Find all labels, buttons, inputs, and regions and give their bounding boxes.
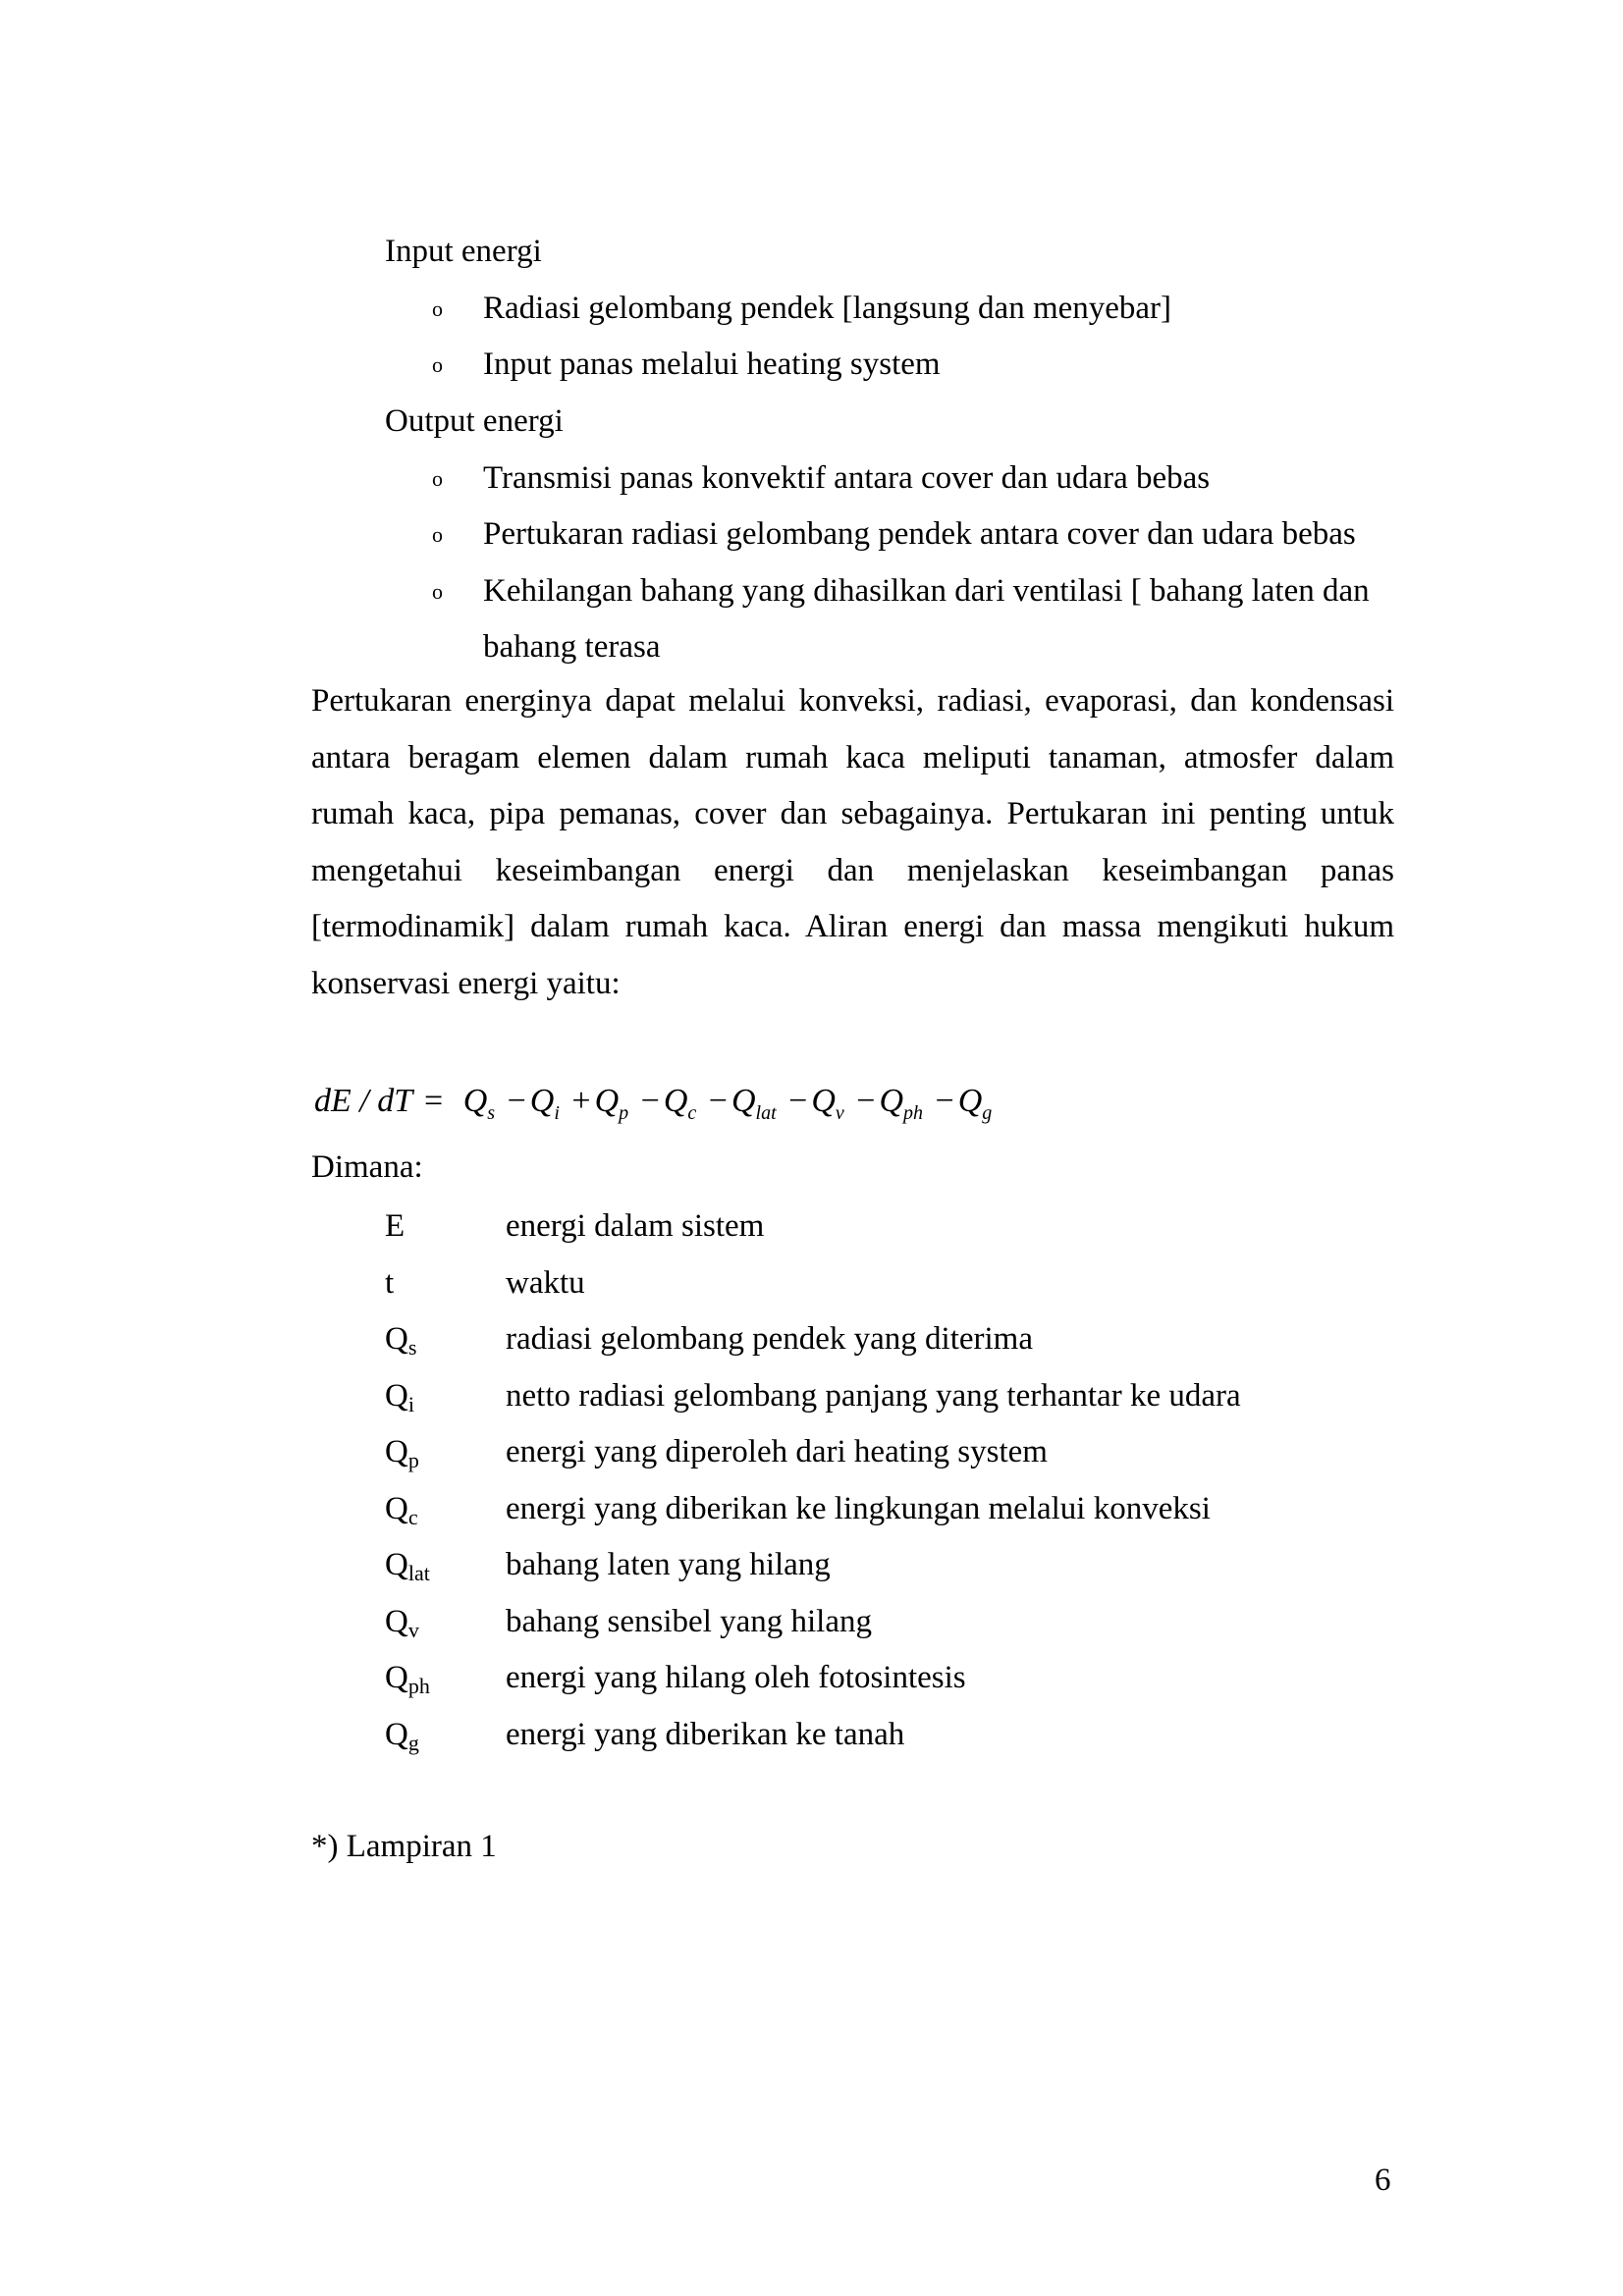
definition-description: energi yang diperoleh dari heating system [506,1434,1048,1469]
definition-symbol: $Q_v$ [385,1603,419,1642]
definition-symbol: $Q_p$ [385,1434,419,1472]
list-item-text: Input panas melalui heating system [483,347,941,382]
paragraph-line: mengetahui keseimbangan energi dan menjelaskan keseimbangan panas [311,852,1394,888]
definition-symbol: E [385,1208,406,1244]
definitions-label: Dimana: [311,1149,423,1185]
equation-term: − $Q_i$ [507,1083,560,1124]
paragraph-line: konservasi energi yaitu: [311,965,621,1001]
definition-row [385,1481,1367,1538]
energy-balance-equation [314,1073,992,1142]
definition-symbol: $Q_s$ [385,1321,417,1360]
hollow-circle-bullet-icon: o [432,352,443,377]
equation-term: − $Q_{ph}$ [856,1083,924,1124]
equation-term: − $Q_c$ [640,1083,697,1124]
list-item-text: Radiasi gelombang pendek [langsung dan menyebar] [483,291,1172,326]
hollow-circle-bullet-icon: o [432,579,443,604]
definition-description: bahang laten yang hilang [506,1547,831,1582]
definition-description: energi dalam sistem [506,1208,765,1244]
definition-symbol: $Q_{lat}$ [385,1547,430,1585]
equation-term: + $Q_p$ [571,1083,629,1124]
definition-symbol: $Q_g$ [385,1716,419,1755]
input-energy-heading: Input energi [385,234,542,269]
definition-row [385,1424,1367,1481]
definition-row [385,1255,1367,1312]
page-number: 6 [1375,2163,1391,2198]
equation-term: $Q_s$ [462,1083,496,1124]
definition-symbol: $Q_{ph}$ [385,1660,430,1698]
definition-description: netto radiasi gelombang panjang yang terhantar ke udara [506,1377,1241,1414]
list-item-text: Kehilangan bahang yang dihasilkan dari ventilasi [ bahang laten dan [483,573,1370,609]
equation-lhs: dE / dT [314,1083,412,1119]
hollow-circle-bullet-icon: o [432,522,443,547]
paragraph-line: rumah kaca, pipa pemanas, cover dan sebagainya. Pertukaran ini penting untuk [311,796,1394,831]
equation-term: − $Q_{lat}$ [708,1083,777,1124]
paragraph-line: Pertukaran energinya dapat melalui konveksi, radiasi, evaporasi, dan kondensasi [311,683,1394,719]
list-item-text: bahang terasa [483,629,661,665]
definition-symbol: $Q_c$ [385,1490,418,1529]
definition-row [385,1311,1367,1368]
definition-description: energi yang diberikan ke tanah [506,1716,905,1752]
definition-symbol: t [385,1264,395,1301]
definition-description: radiasi gelombang pendek yang diterima [506,1321,1033,1357]
definition-description: energi yang hilang oleh fotosintesis [506,1660,966,1695]
footnote-reference: *) Lampiran 1 [311,1829,497,1864]
definition-row [385,1199,1367,1255]
equation-equals: = [424,1083,444,1119]
paragraph-line: [termodinamik] dalam rumah kaca. Aliran energi dan massa mengikuti hukum [311,909,1394,944]
definition-row [385,1368,1367,1425]
body-paragraph [311,673,1394,1012]
definition-row [385,1537,1367,1594]
definition-row [385,1594,1367,1651]
equation-term: − $Q_v$ [788,1083,844,1124]
list-item-text: Pertukaran radiasi gelombang pendek antara cover dan udara bebas [483,516,1356,552]
definition-symbol: $Q_i$ [385,1377,414,1416]
definition-row [385,1650,1367,1707]
definition-description: bahang sensibel yang hilang [506,1603,872,1639]
hollow-circle-bullet-icon: o [432,296,443,321]
definition-description: waktu [506,1264,585,1301]
equation-term: − $Q_g$ [935,1083,993,1124]
hollow-circle-bullet-icon: o [432,466,443,491]
paragraph-line: antara beragam elemen dalam rumah kaca meliputi tanaman, atmosfer dalam [311,739,1394,775]
definition-row [385,1707,1367,1764]
definition-description: energi yang diberikan ke lingkungan melalui konveksi [506,1490,1211,1526]
list-item-text: Transmisi panas konvektif antara cover dan udara bebas [483,460,1211,496]
output-energy-heading: Output energi [385,403,564,439]
